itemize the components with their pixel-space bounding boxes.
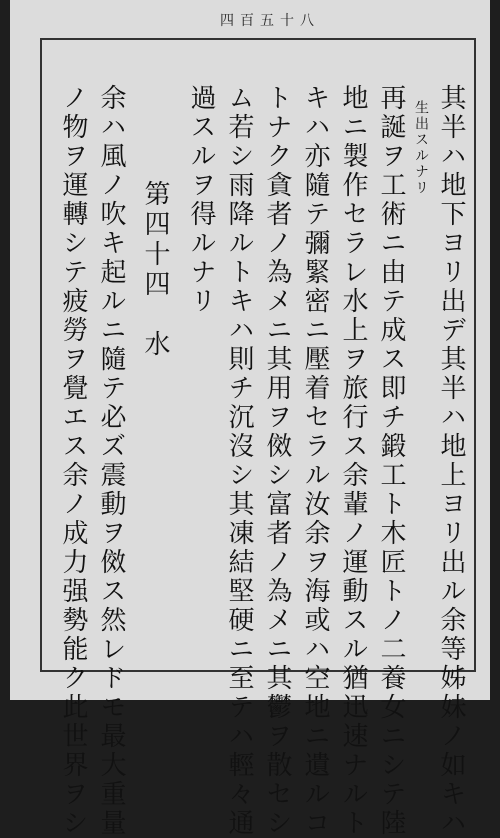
text-column-7: 過スルヲ得ルナリ: [186, 84, 216, 316]
text-column-2: 再誕ヲ工術ニ由テ成ス即チ鍛工ト木匠トノ二養女ニシテ陸: [376, 84, 406, 838]
page-number-header: 四百五十八: [220, 13, 320, 29]
ruby-column: 生出スルナリ: [413, 100, 429, 196]
book-page: [10, 0, 490, 838]
text-column-4: キハ亦隨テ彌緊密ニ壓着セラル汝余ヲ海或ハ空地ニ遺ルコ: [300, 84, 330, 838]
text-column-1: 其半ハ地下ヨリ出デ其半ハ地上ヨリ出ル余等姊妹ノ如キハ: [436, 84, 466, 838]
text-column-6: ム若シ雨降ルトキハ則チ沉沒シ其凍結堅硬ニ至テハ輕々通: [224, 84, 254, 838]
text-column-9: ノ物ヲ運轉シテ疲勞ヲ覺エス余ノ成力强勢能ク此世界ヲシ: [58, 84, 88, 838]
text-column-3: 地ニ製作セラレ水上ヲ旅行ス余輩ノ運動スル猶迅速ナルト: [338, 84, 368, 838]
text-frame: [40, 38, 476, 838]
section-heading: 第四十四 水: [140, 180, 170, 360]
text-column-5: トナク貪者ノ為メニ其用ヲ傚シ富者ノ為メニ其鬱ヲ散セシ: [262, 84, 292, 838]
text-column-8: 余ハ風ノ吹キ起ルニ隨テ必ズ震動ヲ傚ス然レドモ最大重量: [96, 84, 126, 838]
